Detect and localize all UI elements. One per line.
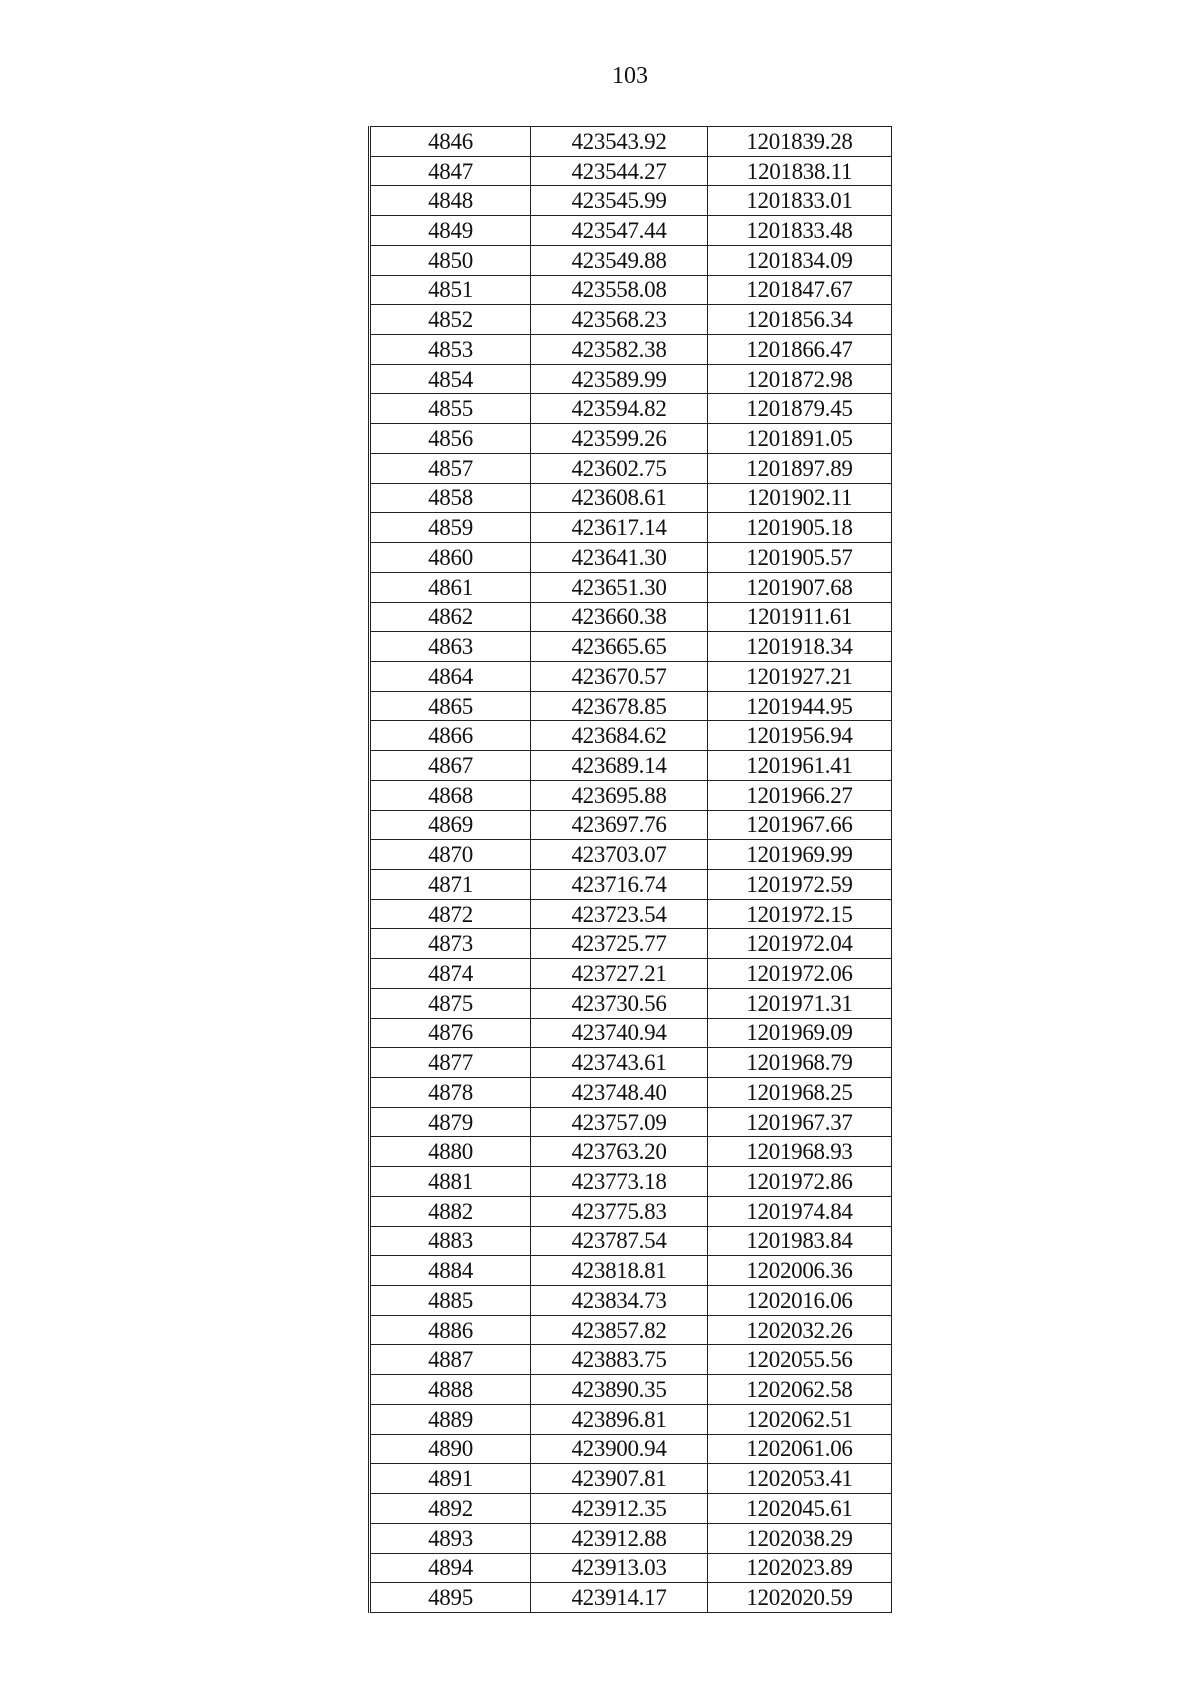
table-row — [370, 1523, 892, 1553]
x-coordinate-cell: 423727.21 — [531, 959, 708, 989]
y-coordinate-cell: 1201866.47 — [708, 335, 892, 365]
x-coordinate-cell: 423775.83 — [531, 1196, 708, 1226]
y-coordinate-cell: 1202062.58 — [708, 1375, 892, 1405]
x-coordinate-cell: 423743.61 — [531, 1048, 708, 1078]
point-number-cell: 4865 — [370, 691, 531, 721]
y-coordinate-cell: 1201972.86 — [708, 1167, 892, 1197]
y-coordinate-cell: 1201968.79 — [708, 1048, 892, 1078]
x-coordinate-cell: 423549.88 — [531, 245, 708, 275]
point-number-cell: 4894 — [370, 1553, 531, 1583]
x-coordinate-cell: 423748.40 — [531, 1078, 708, 1108]
table-row — [370, 1315, 892, 1345]
point-number-cell: 4895 — [370, 1583, 531, 1613]
table-row — [370, 1256, 892, 1286]
x-coordinate-cell: 423545.99 — [531, 186, 708, 216]
y-coordinate-cell: 1201918.34 — [708, 632, 892, 662]
y-coordinate-cell: 1201833.48 — [708, 216, 892, 246]
point-number-cell: 4885 — [370, 1286, 531, 1316]
table-row — [370, 869, 892, 899]
x-coordinate-cell: 423697.76 — [531, 810, 708, 840]
y-coordinate-cell: 1202055.56 — [708, 1345, 892, 1375]
x-coordinate-cell: 423660.38 — [531, 602, 708, 632]
x-coordinate-cell: 423617.14 — [531, 513, 708, 543]
table-row — [370, 899, 892, 929]
y-coordinate-cell: 1201856.34 — [708, 305, 892, 335]
point-number-cell: 4875 — [370, 988, 531, 1018]
x-coordinate-cell: 423695.88 — [531, 780, 708, 810]
x-coordinate-cell: 423641.30 — [531, 543, 708, 573]
y-coordinate-cell: 1201972.04 — [708, 929, 892, 959]
x-coordinate-cell: 423582.38 — [531, 335, 708, 365]
point-number-cell: 4861 — [370, 572, 531, 602]
x-coordinate-cell: 423723.54 — [531, 899, 708, 929]
point-number-cell: 4857 — [370, 453, 531, 483]
point-number-cell: 4878 — [370, 1078, 531, 1108]
table-row — [370, 275, 892, 305]
point-number-cell: 4851 — [370, 275, 531, 305]
y-coordinate-cell: 1201833.01 — [708, 186, 892, 216]
table-row — [370, 929, 892, 959]
x-coordinate-cell: 423602.75 — [531, 453, 708, 483]
table-row — [370, 1196, 892, 1226]
table-row — [370, 305, 892, 335]
table-body — [370, 127, 892, 1613]
y-coordinate-cell: 1201902.11 — [708, 483, 892, 513]
point-number-cell: 4870 — [370, 840, 531, 870]
point-number-cell: 4887 — [370, 1345, 531, 1375]
table-row — [370, 721, 892, 751]
x-coordinate-cell: 423907.81 — [531, 1464, 708, 1494]
table-row — [370, 335, 892, 365]
point-number-cell: 4884 — [370, 1256, 531, 1286]
point-number-cell: 4876 — [370, 1018, 531, 1048]
x-coordinate-cell: 423896.81 — [531, 1404, 708, 1434]
y-coordinate-cell: 1202020.59 — [708, 1583, 892, 1613]
y-coordinate-cell: 1202032.26 — [708, 1315, 892, 1345]
y-coordinate-cell: 1202062.51 — [708, 1404, 892, 1434]
table-row — [370, 424, 892, 454]
table-row — [370, 1167, 892, 1197]
point-number-cell: 4879 — [370, 1107, 531, 1137]
x-coordinate-cell: 423740.94 — [531, 1018, 708, 1048]
y-coordinate-cell: 1201956.94 — [708, 721, 892, 751]
point-number-cell: 4891 — [370, 1464, 531, 1494]
table-row — [370, 1018, 892, 1048]
table-row — [370, 959, 892, 989]
table-row — [370, 1107, 892, 1137]
table-row — [370, 1345, 892, 1375]
point-number-cell: 4855 — [370, 394, 531, 424]
x-coordinate-cell: 423558.08 — [531, 275, 708, 305]
x-coordinate-cell: 423599.26 — [531, 424, 708, 454]
y-coordinate-cell: 1201907.68 — [708, 572, 892, 602]
point-number-cell: 4889 — [370, 1404, 531, 1434]
point-number-cell: 4849 — [370, 216, 531, 246]
table-row — [370, 364, 892, 394]
y-coordinate-cell: 1201969.09 — [708, 1018, 892, 1048]
y-coordinate-cell: 1201834.09 — [708, 245, 892, 275]
table-row — [370, 751, 892, 781]
point-number-cell: 4871 — [370, 869, 531, 899]
point-number-cell: 4872 — [370, 899, 531, 929]
table-row — [370, 186, 892, 216]
y-coordinate-cell: 1201967.66 — [708, 810, 892, 840]
table-row — [370, 1464, 892, 1494]
point-number-cell: 4846 — [370, 127, 531, 157]
x-coordinate-cell: 423912.88 — [531, 1523, 708, 1553]
table-row — [370, 1078, 892, 1108]
y-coordinate-cell: 1202038.29 — [708, 1523, 892, 1553]
y-coordinate-cell: 1201983.84 — [708, 1226, 892, 1256]
point-number-cell: 4863 — [370, 632, 531, 662]
point-number-cell: 4881 — [370, 1167, 531, 1197]
y-coordinate-cell: 1201967.37 — [708, 1107, 892, 1137]
point-number-cell: 4880 — [370, 1137, 531, 1167]
x-coordinate-cell: 423547.44 — [531, 216, 708, 246]
x-coordinate-cell: 423544.27 — [531, 156, 708, 186]
point-number-cell: 4866 — [370, 721, 531, 751]
x-coordinate-cell: 423900.94 — [531, 1434, 708, 1464]
y-coordinate-cell: 1202045.61 — [708, 1494, 892, 1524]
table-row — [370, 216, 892, 246]
y-coordinate-cell: 1201905.57 — [708, 543, 892, 573]
table-row — [370, 127, 892, 157]
point-number-cell: 4859 — [370, 513, 531, 543]
x-coordinate-cell: 423890.35 — [531, 1375, 708, 1405]
x-coordinate-cell: 423716.74 — [531, 869, 708, 899]
y-coordinate-cell: 1201944.95 — [708, 691, 892, 721]
point-number-cell: 4874 — [370, 959, 531, 989]
y-coordinate-cell: 1201961.41 — [708, 751, 892, 781]
point-number-cell: 4856 — [370, 424, 531, 454]
y-coordinate-cell: 1201847.67 — [708, 275, 892, 305]
table-row — [370, 1048, 892, 1078]
table-row — [370, 1286, 892, 1316]
table-row — [370, 1375, 892, 1405]
x-coordinate-cell: 423730.56 — [531, 988, 708, 1018]
table-row — [370, 1226, 892, 1256]
x-coordinate-cell: 423670.57 — [531, 661, 708, 691]
table-row — [370, 1583, 892, 1613]
y-coordinate-cell: 1202016.06 — [708, 1286, 892, 1316]
x-coordinate-cell: 423763.20 — [531, 1137, 708, 1167]
y-coordinate-cell: 1201897.89 — [708, 453, 892, 483]
y-coordinate-cell: 1201969.99 — [708, 840, 892, 870]
table-row — [370, 1137, 892, 1167]
point-number-cell: 4893 — [370, 1523, 531, 1553]
y-coordinate-cell: 1201838.11 — [708, 156, 892, 186]
table-row — [370, 840, 892, 870]
point-number-cell: 4883 — [370, 1226, 531, 1256]
x-coordinate-cell: 423678.85 — [531, 691, 708, 721]
point-number-cell: 4867 — [370, 751, 531, 781]
table-row — [370, 394, 892, 424]
table-row — [370, 691, 892, 721]
point-number-cell: 4877 — [370, 1048, 531, 1078]
x-coordinate-cell: 423914.17 — [531, 1583, 708, 1613]
y-coordinate-cell: 1201972.15 — [708, 899, 892, 929]
point-number-cell: 4882 — [370, 1196, 531, 1226]
table-row — [370, 572, 892, 602]
point-number-cell: 4850 — [370, 245, 531, 275]
y-coordinate-cell: 1201966.27 — [708, 780, 892, 810]
x-coordinate-cell: 423883.75 — [531, 1345, 708, 1375]
point-number-cell: 4847 — [370, 156, 531, 186]
point-number-cell: 4888 — [370, 1375, 531, 1405]
point-number-cell: 4886 — [370, 1315, 531, 1345]
y-coordinate-cell: 1201971.31 — [708, 988, 892, 1018]
y-coordinate-cell: 1202053.41 — [708, 1464, 892, 1494]
x-coordinate-cell: 423703.07 — [531, 840, 708, 870]
table-row — [370, 602, 892, 632]
point-number-cell: 4862 — [370, 602, 531, 632]
table-row — [370, 1434, 892, 1464]
x-coordinate-cell: 423689.14 — [531, 751, 708, 781]
page-number: 103 — [612, 63, 648, 89]
y-coordinate-cell: 1201891.05 — [708, 424, 892, 454]
y-coordinate-cell: 1201972.06 — [708, 959, 892, 989]
table-row — [370, 453, 892, 483]
x-coordinate-cell: 423773.18 — [531, 1167, 708, 1197]
x-coordinate-cell: 423857.82 — [531, 1315, 708, 1345]
y-coordinate-cell: 1201872.98 — [708, 364, 892, 394]
x-coordinate-cell: 423834.73 — [531, 1286, 708, 1316]
point-number-cell: 4854 — [370, 364, 531, 394]
point-number-cell: 4848 — [370, 186, 531, 216]
x-coordinate-cell: 423787.54 — [531, 1226, 708, 1256]
x-coordinate-cell: 423912.35 — [531, 1494, 708, 1524]
y-coordinate-cell: 1202061.06 — [708, 1434, 892, 1464]
y-coordinate-cell: 1202006.36 — [708, 1256, 892, 1286]
table-row — [370, 661, 892, 691]
x-coordinate-cell: 423589.99 — [531, 364, 708, 394]
x-coordinate-cell: 423665.65 — [531, 632, 708, 662]
y-coordinate-cell: 1201905.18 — [708, 513, 892, 543]
point-number-cell: 4852 — [370, 305, 531, 335]
x-coordinate-cell: 423818.81 — [531, 1256, 708, 1286]
y-coordinate-cell: 1202023.89 — [708, 1553, 892, 1583]
y-coordinate-cell: 1201839.28 — [708, 127, 892, 157]
point-number-cell: 4892 — [370, 1494, 531, 1524]
y-coordinate-cell: 1201879.45 — [708, 394, 892, 424]
x-coordinate-cell: 423594.82 — [531, 394, 708, 424]
x-coordinate-cell: 423913.03 — [531, 1553, 708, 1583]
y-coordinate-cell: 1201972.59 — [708, 869, 892, 899]
point-number-cell: 4869 — [370, 810, 531, 840]
point-number-cell: 4890 — [370, 1434, 531, 1464]
x-coordinate-cell: 423651.30 — [531, 572, 708, 602]
table-row — [370, 483, 892, 513]
y-coordinate-cell: 1201968.93 — [708, 1137, 892, 1167]
x-coordinate-cell: 423757.09 — [531, 1107, 708, 1137]
table-row — [370, 156, 892, 186]
coordinates-table — [368, 126, 892, 1613]
x-coordinate-cell: 423684.62 — [531, 721, 708, 751]
x-coordinate-cell: 423568.23 — [531, 305, 708, 335]
table-row — [370, 543, 892, 573]
table-row — [370, 780, 892, 810]
point-number-cell: 4864 — [370, 661, 531, 691]
point-number-cell: 4860 — [370, 543, 531, 573]
table-row — [370, 1553, 892, 1583]
x-coordinate-cell: 423543.92 — [531, 127, 708, 157]
y-coordinate-cell: 1201968.25 — [708, 1078, 892, 1108]
x-coordinate-cell: 423608.61 — [531, 483, 708, 513]
point-number-cell: 4873 — [370, 929, 531, 959]
table-row — [370, 513, 892, 543]
point-number-cell: 4868 — [370, 780, 531, 810]
point-number-cell: 4853 — [370, 335, 531, 365]
table-row — [370, 988, 892, 1018]
y-coordinate-cell: 1201911.61 — [708, 602, 892, 632]
table-row — [370, 632, 892, 662]
table-row — [370, 1404, 892, 1434]
y-coordinate-cell: 1201927.21 — [708, 661, 892, 691]
x-coordinate-cell: 423725.77 — [531, 929, 708, 959]
table-row — [370, 245, 892, 275]
point-number-cell: 4858 — [370, 483, 531, 513]
table-row — [370, 810, 892, 840]
table-row — [370, 1494, 892, 1524]
y-coordinate-cell: 1201974.84 — [708, 1196, 892, 1226]
